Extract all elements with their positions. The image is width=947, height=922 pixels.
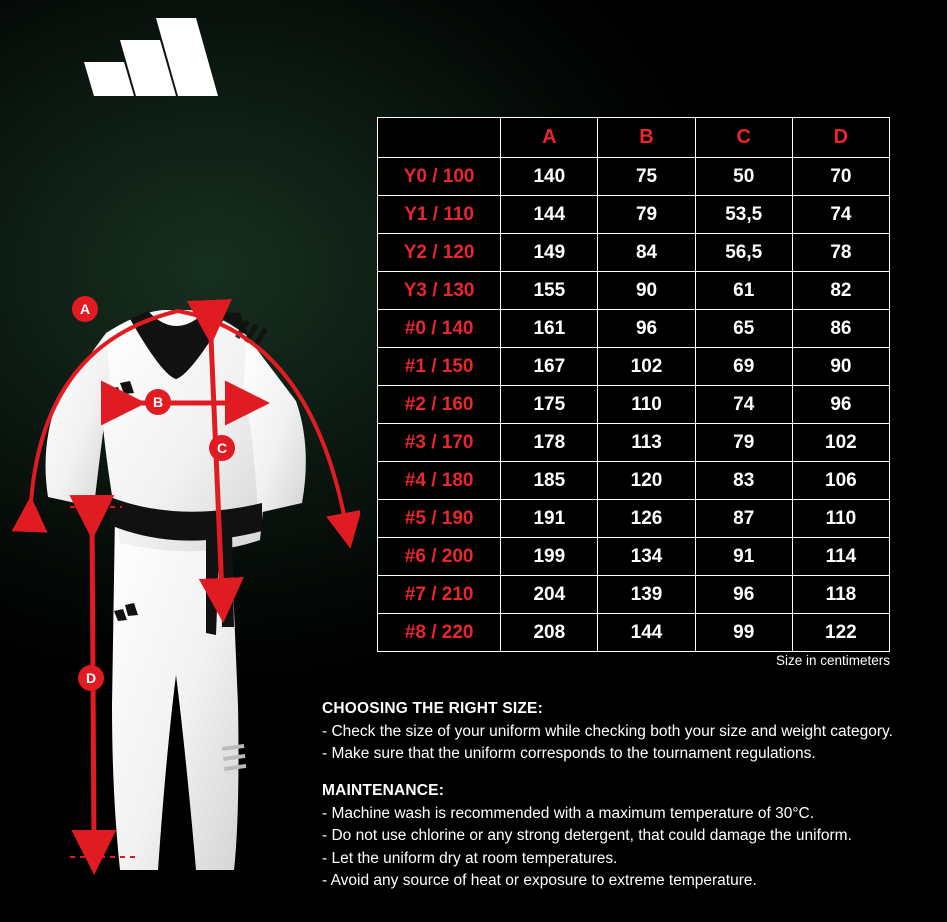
maintenance-line: - Machine wash is recommended with a maximum temperature of 30°C. <box>322 804 815 822</box>
cell-a: 199 <box>501 538 598 576</box>
table-header-c: C <box>695 118 792 158</box>
cell-d: 106 <box>792 462 889 500</box>
cell-d: 110 <box>792 500 889 538</box>
cell-a: 175 <box>501 386 598 424</box>
cell-a: 204 <box>501 576 598 614</box>
row-size-label: #6 / 200 <box>378 538 501 576</box>
table-row <box>378 424 890 462</box>
cell-c: 99 <box>695 614 792 652</box>
measure-marker-d: D <box>78 665 104 691</box>
sizing-title: CHOOSING THE RIGHT SIZE: <box>322 700 543 717</box>
cell-b: 110 <box>598 386 695 424</box>
uniform-illustration <box>10 275 360 895</box>
cell-d: 74 <box>792 196 889 234</box>
table-row <box>378 272 890 310</box>
units-note: Size in centimeters <box>775 653 890 668</box>
row-size-label: #2 / 160 <box>378 386 501 424</box>
cell-d: 78 <box>792 234 889 272</box>
sizing-line: - Make sure that the uniform corresponds to the tournament regulations. <box>322 745 816 763</box>
cell-a: 178 <box>501 424 598 462</box>
table-row <box>378 538 890 576</box>
table-row <box>378 348 890 386</box>
cell-a: 161 <box>501 310 598 348</box>
table-row <box>378 614 890 652</box>
cell-d: 118 <box>792 576 889 614</box>
cell-b: 120 <box>598 462 695 500</box>
size-table <box>377 117 890 652</box>
cell-d: 96 <box>792 386 889 424</box>
row-size-label: Y3 / 130 <box>378 272 501 310</box>
cell-a: 149 <box>501 234 598 272</box>
cell-a: 191 <box>501 500 598 538</box>
sizing-line: - Check the size of your uniform while checking both your size and weight category. <box>322 723 893 740</box>
table-row <box>378 234 890 272</box>
table-header-row <box>378 118 890 158</box>
cell-c: 69 <box>695 348 792 386</box>
table-header-b: B <box>598 118 695 158</box>
row-size-label: #5 / 190 <box>378 500 501 538</box>
cell-c: 74 <box>695 386 792 424</box>
cell-b: 102 <box>598 348 695 386</box>
cell-c: 91 <box>695 538 792 576</box>
row-size-label: Y2 / 120 <box>378 234 501 272</box>
row-size-label: Y0 / 100 <box>378 158 501 196</box>
cell-a: 140 <box>501 158 598 196</box>
maintenance-line: - Do not use chlorine or any strong detergent, that could damage the uniform. <box>322 827 852 845</box>
cell-b: 75 <box>598 158 695 196</box>
row-size-label: #4 / 180 <box>378 462 501 500</box>
row-size-label: #8 / 220 <box>378 614 501 652</box>
cell-d: 70 <box>792 158 889 196</box>
size-table-container <box>377 117 890 652</box>
cell-d: 102 <box>792 424 889 462</box>
measure-marker-b: B <box>145 389 171 415</box>
cell-a: 185 <box>501 462 598 500</box>
cell-c: 61 <box>695 272 792 310</box>
cell-b: 79 <box>598 196 695 234</box>
cell-b: 90 <box>598 272 695 310</box>
cell-c: 50 <box>695 158 792 196</box>
row-size-label: #7 / 210 <box>378 576 501 614</box>
cell-b: 84 <box>598 234 695 272</box>
cell-a: 144 <box>501 196 598 234</box>
cell-a: 167 <box>501 348 598 386</box>
cell-c: 79 <box>695 424 792 462</box>
maintenance-line: - Avoid any source of heat or exposure to extreme temperature. <box>322 872 757 890</box>
cell-c: 65 <box>695 310 792 348</box>
cell-b: 126 <box>598 500 695 538</box>
row-size-label: Y1 / 110 <box>378 196 501 234</box>
cell-a: 208 <box>501 614 598 652</box>
maintenance-title: MAINTENANCE: <box>322 781 445 799</box>
row-size-label: #1 / 150 <box>378 348 501 386</box>
cell-c: 56,5 <box>695 234 792 272</box>
table-header-d: D <box>792 118 889 158</box>
cell-a: 155 <box>501 272 598 310</box>
table-row <box>378 158 890 196</box>
cell-b: 113 <box>598 424 695 462</box>
table-header-a: A <box>501 118 598 158</box>
row-size-label: #3 / 170 <box>378 424 501 462</box>
notes-section <box>322 700 927 893</box>
cell-c: 87 <box>695 500 792 538</box>
table-row <box>378 576 890 614</box>
adidas-three-bars-logo <box>48 18 218 114</box>
cell-c: 96 <box>695 576 792 614</box>
cell-d: 86 <box>792 310 889 348</box>
measure-marker-c: C <box>209 435 235 461</box>
maintenance-line: - Let the uniform dry at room temperatures. <box>322 849 618 867</box>
table-row <box>378 310 890 348</box>
table-row <box>378 196 890 234</box>
cell-b: 139 <box>598 576 695 614</box>
cell-d: 114 <box>792 538 889 576</box>
cell-b: 144 <box>598 614 695 652</box>
cell-d: 82 <box>792 272 889 310</box>
table-row <box>378 462 890 500</box>
table-row <box>378 500 890 538</box>
spacer <box>322 766 927 782</box>
table-row <box>378 386 890 424</box>
cell-b: 134 <box>598 538 695 576</box>
measure-marker-a: A <box>72 296 98 322</box>
cell-d: 122 <box>792 614 889 652</box>
cell-c: 53,5 <box>695 196 792 234</box>
cell-b: 96 <box>598 310 695 348</box>
cell-d: 90 <box>792 348 889 386</box>
table-header-blank <box>378 118 501 158</box>
cell-c: 83 <box>695 462 792 500</box>
row-size-label: #0 / 140 <box>378 310 501 348</box>
